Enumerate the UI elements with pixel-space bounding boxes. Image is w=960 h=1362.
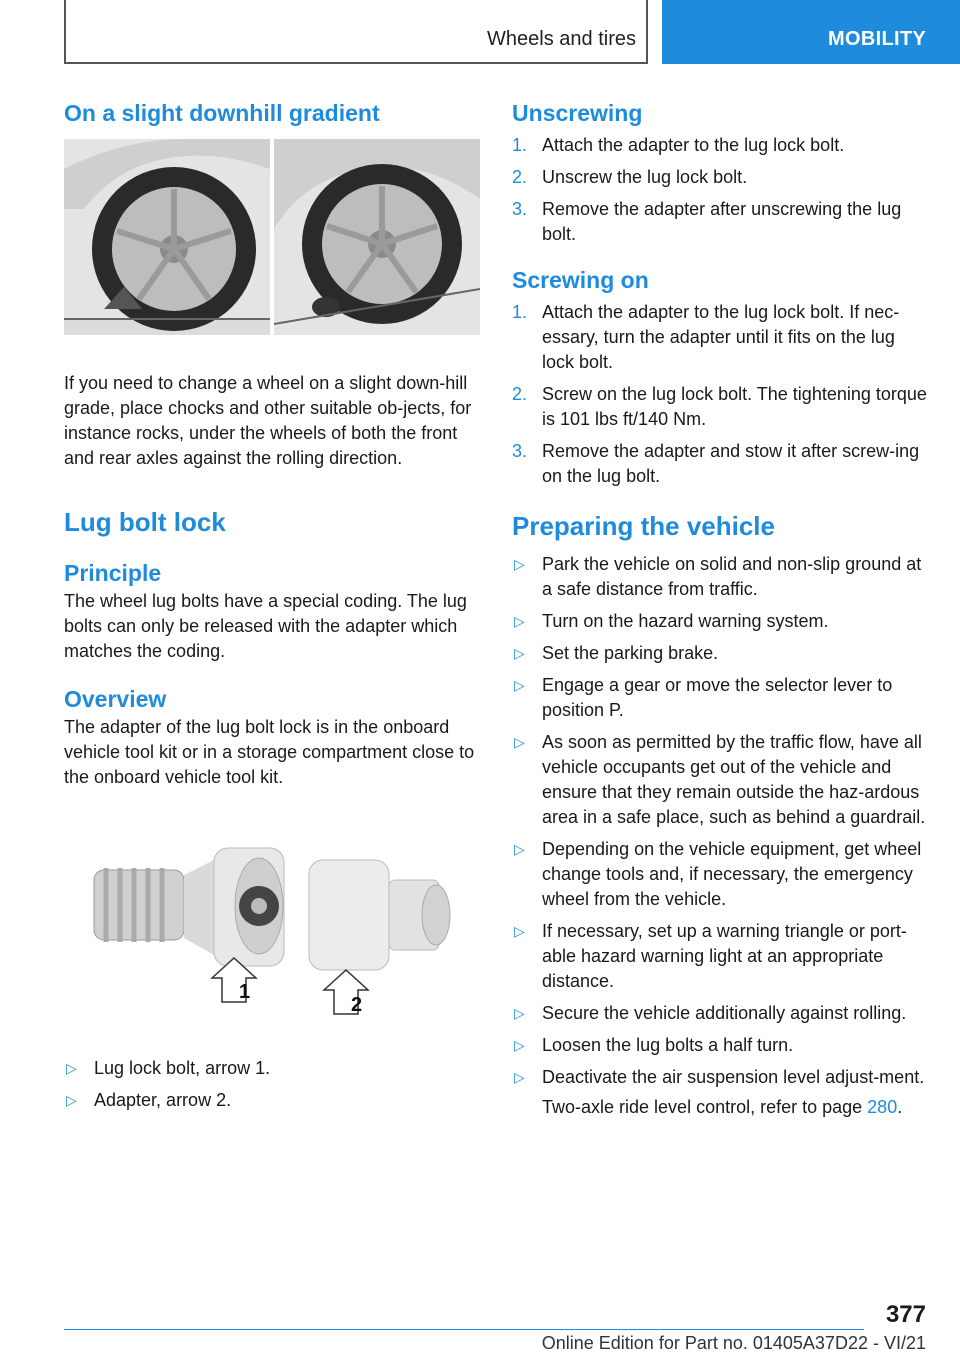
list-item: 1. Attach the adapter to the lug lock bolt. bbox=[512, 135, 845, 155]
list-item: 2. Unscrew the lug lock bolt. bbox=[512, 167, 748, 187]
wheel-chock-image bbox=[64, 139, 480, 335]
triangle-bullet-icon: ▷ bbox=[514, 1037, 525, 1053]
header-section-title: Wheels and tires bbox=[487, 28, 636, 50]
overview-heading: Overview bbox=[64, 686, 167, 712]
header-chapter-tab bbox=[662, 0, 960, 64]
list-item: ▷ As soon as permitted by the traffic flow, have all vehicle occupants get out of the vehicle and ensure that they remain outside the haz‐ardous area in a safe place, such as behind a guardrail. bbox=[514, 732, 926, 827]
triangle-bullet-icon: ▷ bbox=[514, 841, 525, 857]
list-item: 3. Remove the adapter and stow it after screw‐ing on the lug bolt. bbox=[512, 441, 920, 486]
list-item: ▷ Turn on the hazard warning system. bbox=[512, 609, 928, 634]
list-item: ▷ Set the parking brake. bbox=[512, 641, 928, 666]
screwing-on-heading: Screwing on bbox=[512, 267, 649, 293]
page-number: 377 bbox=[885, 1301, 926, 1328]
triangle-bullet-icon: ▷ bbox=[514, 734, 525, 750]
screwing-on-steps bbox=[512, 300, 928, 489]
triangle-bullet-icon: ▷ bbox=[514, 677, 525, 693]
unscrewing-heading: Unscrewing bbox=[512, 100, 643, 126]
header-chapter-label: MOBILITY bbox=[828, 28, 926, 50]
lug-bolt-adapter-illustration bbox=[64, 830, 480, 1030]
right-column bbox=[512, 100, 928, 1120]
lug-bolt-lock-heading: Lug bolt lock bbox=[64, 507, 226, 537]
downhill-heading: On a slight downhill gradient bbox=[64, 100, 380, 126]
page-reference-link[interactable]: 280 bbox=[867, 1097, 898, 1117]
figure-label-1: 1 bbox=[239, 981, 251, 1003]
list-item: 1. Attach the adapter to the lug lock bolt. If nec‐essary, turn the adapter until it fits on the lug lock bolt. bbox=[512, 302, 900, 372]
triangle-bullet-icon: ▷ bbox=[514, 1005, 525, 1021]
triangle-bullet-icon: ▷ bbox=[514, 1069, 525, 1085]
triangle-bullet-icon: ▷ bbox=[514, 923, 525, 939]
list-item: ▷ Deactivate the air suspension level adjust‐ment. bbox=[512, 1065, 928, 1090]
list-item: ▷ Adapter, arrow 2. bbox=[64, 1088, 484, 1113]
edition-text: Online Edition for Part no. 01405A37D22 - VI/21 bbox=[541, 1333, 926, 1353]
footer-divider bbox=[64, 1329, 864, 1330]
list-item: ▷ Depending on the vehicle equipment, get wheel change tools and, if necessary, the emergency wheel from the vehicle. bbox=[514, 839, 922, 909]
wheel-chock-illustration bbox=[64, 139, 480, 335]
list-item: ▷ If necessary, set up a warning triangle or port‐able hazard warning light at an appropriate distance. bbox=[514, 921, 907, 991]
list-item: ▷ Secure the vehicle additionally against rolling. bbox=[512, 1001, 928, 1026]
triangle-bullet-icon: ▷ bbox=[514, 613, 525, 629]
overview-paragraph: The adapter of the lug bolt lock is in the onboard vehicle tool kit or in a storage compartment close to the onboard vehicle tool kit. bbox=[64, 717, 475, 787]
list-item: ▷ Park the vehicle on solid and non-slip ground at a safe distance from traffic. bbox=[514, 554, 922, 599]
downhill-paragraph: If you need to change a wheel on a slight down‐hill grade, place chocks and other suitable ob‐jects, for instance rocks, under the wheels of both the front and rear axles against the rolling direction. bbox=[64, 373, 472, 468]
triangle-bullet-icon: ▷ bbox=[66, 1092, 77, 1108]
left-column bbox=[64, 100, 484, 1120]
level-control-reference: Two-axle ride level control, refer to page 280. bbox=[542, 1097, 903, 1117]
principle-paragraph: The wheel lug bolts have a special coding. The lug bolts can only be released with the adapter which matches the coding. bbox=[64, 591, 467, 661]
preparing-vehicle-list bbox=[512, 552, 928, 1090]
header-section-box bbox=[64, 0, 648, 64]
lug-bolt-adapter-image bbox=[64, 830, 480, 1030]
triangle-bullet-icon: ▷ bbox=[514, 645, 525, 661]
principle-heading: Principle bbox=[64, 560, 162, 586]
list-item: 2. Screw on the lug lock bolt. The tightening torque is 101 lbs ft/140 Nm. bbox=[512, 384, 927, 429]
unscrewing-steps bbox=[512, 133, 928, 247]
triangle-bullet-icon: ▷ bbox=[66, 1060, 77, 1076]
list-item: ▷ Lug lock bolt, arrow 1. bbox=[64, 1056, 484, 1081]
list-item: ▷ Engage a gear or move the selector lever to position P. bbox=[514, 675, 893, 720]
figure-legend-list bbox=[64, 1056, 484, 1113]
list-item: 3. Remove the adapter after unscrewing the lug bolt. bbox=[512, 199, 902, 244]
list-item: ▷ Loosen the lug bolts a half turn. bbox=[512, 1033, 928, 1058]
preparing-vehicle-heading: Preparing the vehicle bbox=[512, 511, 775, 541]
figure-label-2: 2 bbox=[351, 994, 363, 1016]
triangle-bullet-icon: ▷ bbox=[514, 556, 525, 572]
